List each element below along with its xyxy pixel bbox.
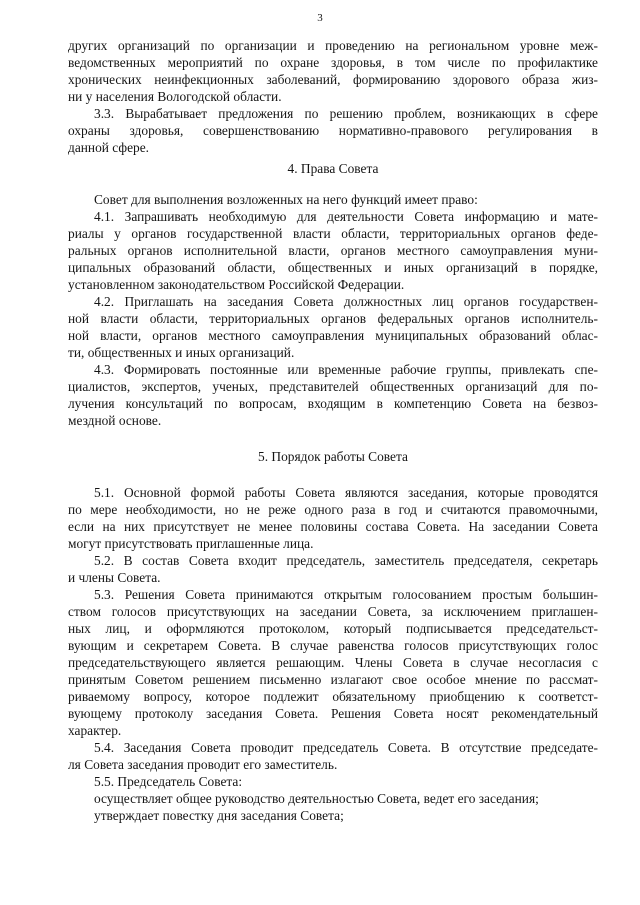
item-4-2-paragraph <box>68 293 598 361</box>
text-line: ных лиц, и оформляются протоколом, который подписывается председательст- <box>68 621 598 636</box>
text-line: ной власти области, территориальных органов федеральных органов исполнитель- <box>68 311 598 326</box>
page-number: 3 <box>317 12 323 24</box>
text-line: ципальных образований области, общественных и иных организаций в порядке, <box>68 260 598 275</box>
text-line: хронических неинфекционных заболеваний, формированию здорового образа жиз- <box>68 72 598 87</box>
text-line: ной власти, органов местного самоуправления муниципальных образований облас- <box>68 328 598 343</box>
text-line: ля Совета заседания проводит его заместитель. <box>68 757 338 772</box>
text-line: риваемому вопросу, которое подлежит обязательному приобщению к соответст- <box>68 689 598 704</box>
section-4-heading: 4. Права Совета <box>287 161 379 176</box>
text-line: если на них присутствует не менее половины состава Совета. На заседании Совета <box>68 519 598 534</box>
text-line: лучения консультаций по вопросам, входящим в компетенцию Совета на безвоз- <box>68 396 598 411</box>
text-line: 5.1. Основной формой работы Совета являются заседания, которые проводятся <box>94 485 598 500</box>
text-line: принятым Советом решением письменно излагают свое особое мнение по рассмат- <box>68 672 598 687</box>
item-5-5-paragraph <box>68 773 598 824</box>
text-line: ти, общественных и иных организаций. <box>68 345 295 360</box>
text-line: вующим и секретарем Совета. В случае равенства голосов присутствующих голос <box>68 638 598 653</box>
text-line: характер. <box>68 723 122 738</box>
text-line: риалы у органов государственной власти области, территориальных органов феде- <box>68 226 598 241</box>
text-line: 4.2. Приглашать на заседания Совета должностных лиц органов государствен- <box>94 294 598 309</box>
text-line: ральных органов исполнительной власти, органов местного самоуправления муни- <box>68 243 598 258</box>
text-line: 5.5. Председатель Совета: <box>94 774 243 789</box>
text-line: председательствующего является решающим. Члены Совета в случае несогласия с <box>68 655 598 670</box>
continuation-paragraph <box>68 37 598 105</box>
text-line: могут присутствовать приглашенные лица. <box>68 536 314 551</box>
text-line: 5.3. Решения Совета принимаются открытым голосованием простым большин- <box>94 587 598 602</box>
item-5-3-paragraph <box>68 586 598 739</box>
text-line: установленном законодательством Российской Федерации. <box>68 277 405 292</box>
text-line: осуществляет общее руководство деятельностью Совета, ведет его заседания; <box>94 791 539 806</box>
text-line: ведомственных мероприятий по охране здоровья, в том числе по профилактике <box>68 55 598 70</box>
text-line: по мере необходимости, но не реже одного раза в год и считаются правомочными, <box>68 502 598 517</box>
item-5-1-paragraph <box>68 484 598 552</box>
text-line: 4.3. Формировать постоянные или временные рабочие группы, привлекать спе- <box>94 362 598 377</box>
section-4-intro: Совет для выполнения возложенных на него функций имеет право: <box>94 192 478 207</box>
text-line: 3.3. Вырабатывает предложения по решению проблем, возникающих в сфере <box>94 106 598 121</box>
item-3-3-paragraph <box>68 105 598 156</box>
text-line: ством голосов присутствующих на заседании Совета, за исключением приглашен- <box>68 604 598 619</box>
text-line: 4.1. Запрашивать необходимую для деятельности Совета информацию и мате- <box>94 209 598 224</box>
text-line: вующему протоколу заседания Совета. Решения Совета носят рекомендательный <box>68 706 598 721</box>
text-line: 5.4. Заседания Совета проводит председатель Совета. В отсутствие председате- <box>94 740 598 755</box>
text-line: 5.2. В состав Совета входит председатель, заместитель председателя, секретарь <box>94 553 598 568</box>
document-body <box>68 37 598 824</box>
text-line: ни у населения Вологодской области. <box>68 89 282 104</box>
text-line: данной сфере. <box>68 140 150 155</box>
text-line: утверждает повестку дня заседания Совета; <box>94 808 344 823</box>
text-line: циалистов, экспертов, ученых, представителей общественных организаций для по- <box>68 379 598 394</box>
section-5-heading: 5. Порядок работы Совета <box>258 449 408 464</box>
item-4-1-paragraph <box>68 208 598 293</box>
item-5-2-paragraph <box>68 552 598 586</box>
text-line: других организаций по организации и проведению на региональном уровне меж- <box>68 38 598 53</box>
item-5-4-paragraph <box>68 739 598 773</box>
text-line: и члены Совета. <box>68 570 161 585</box>
text-line: мездной основе. <box>68 413 162 428</box>
text-line: охраны здоровья, совершенствованию нормативно-правового регулирования в <box>68 123 598 138</box>
item-4-3-paragraph <box>68 361 598 429</box>
